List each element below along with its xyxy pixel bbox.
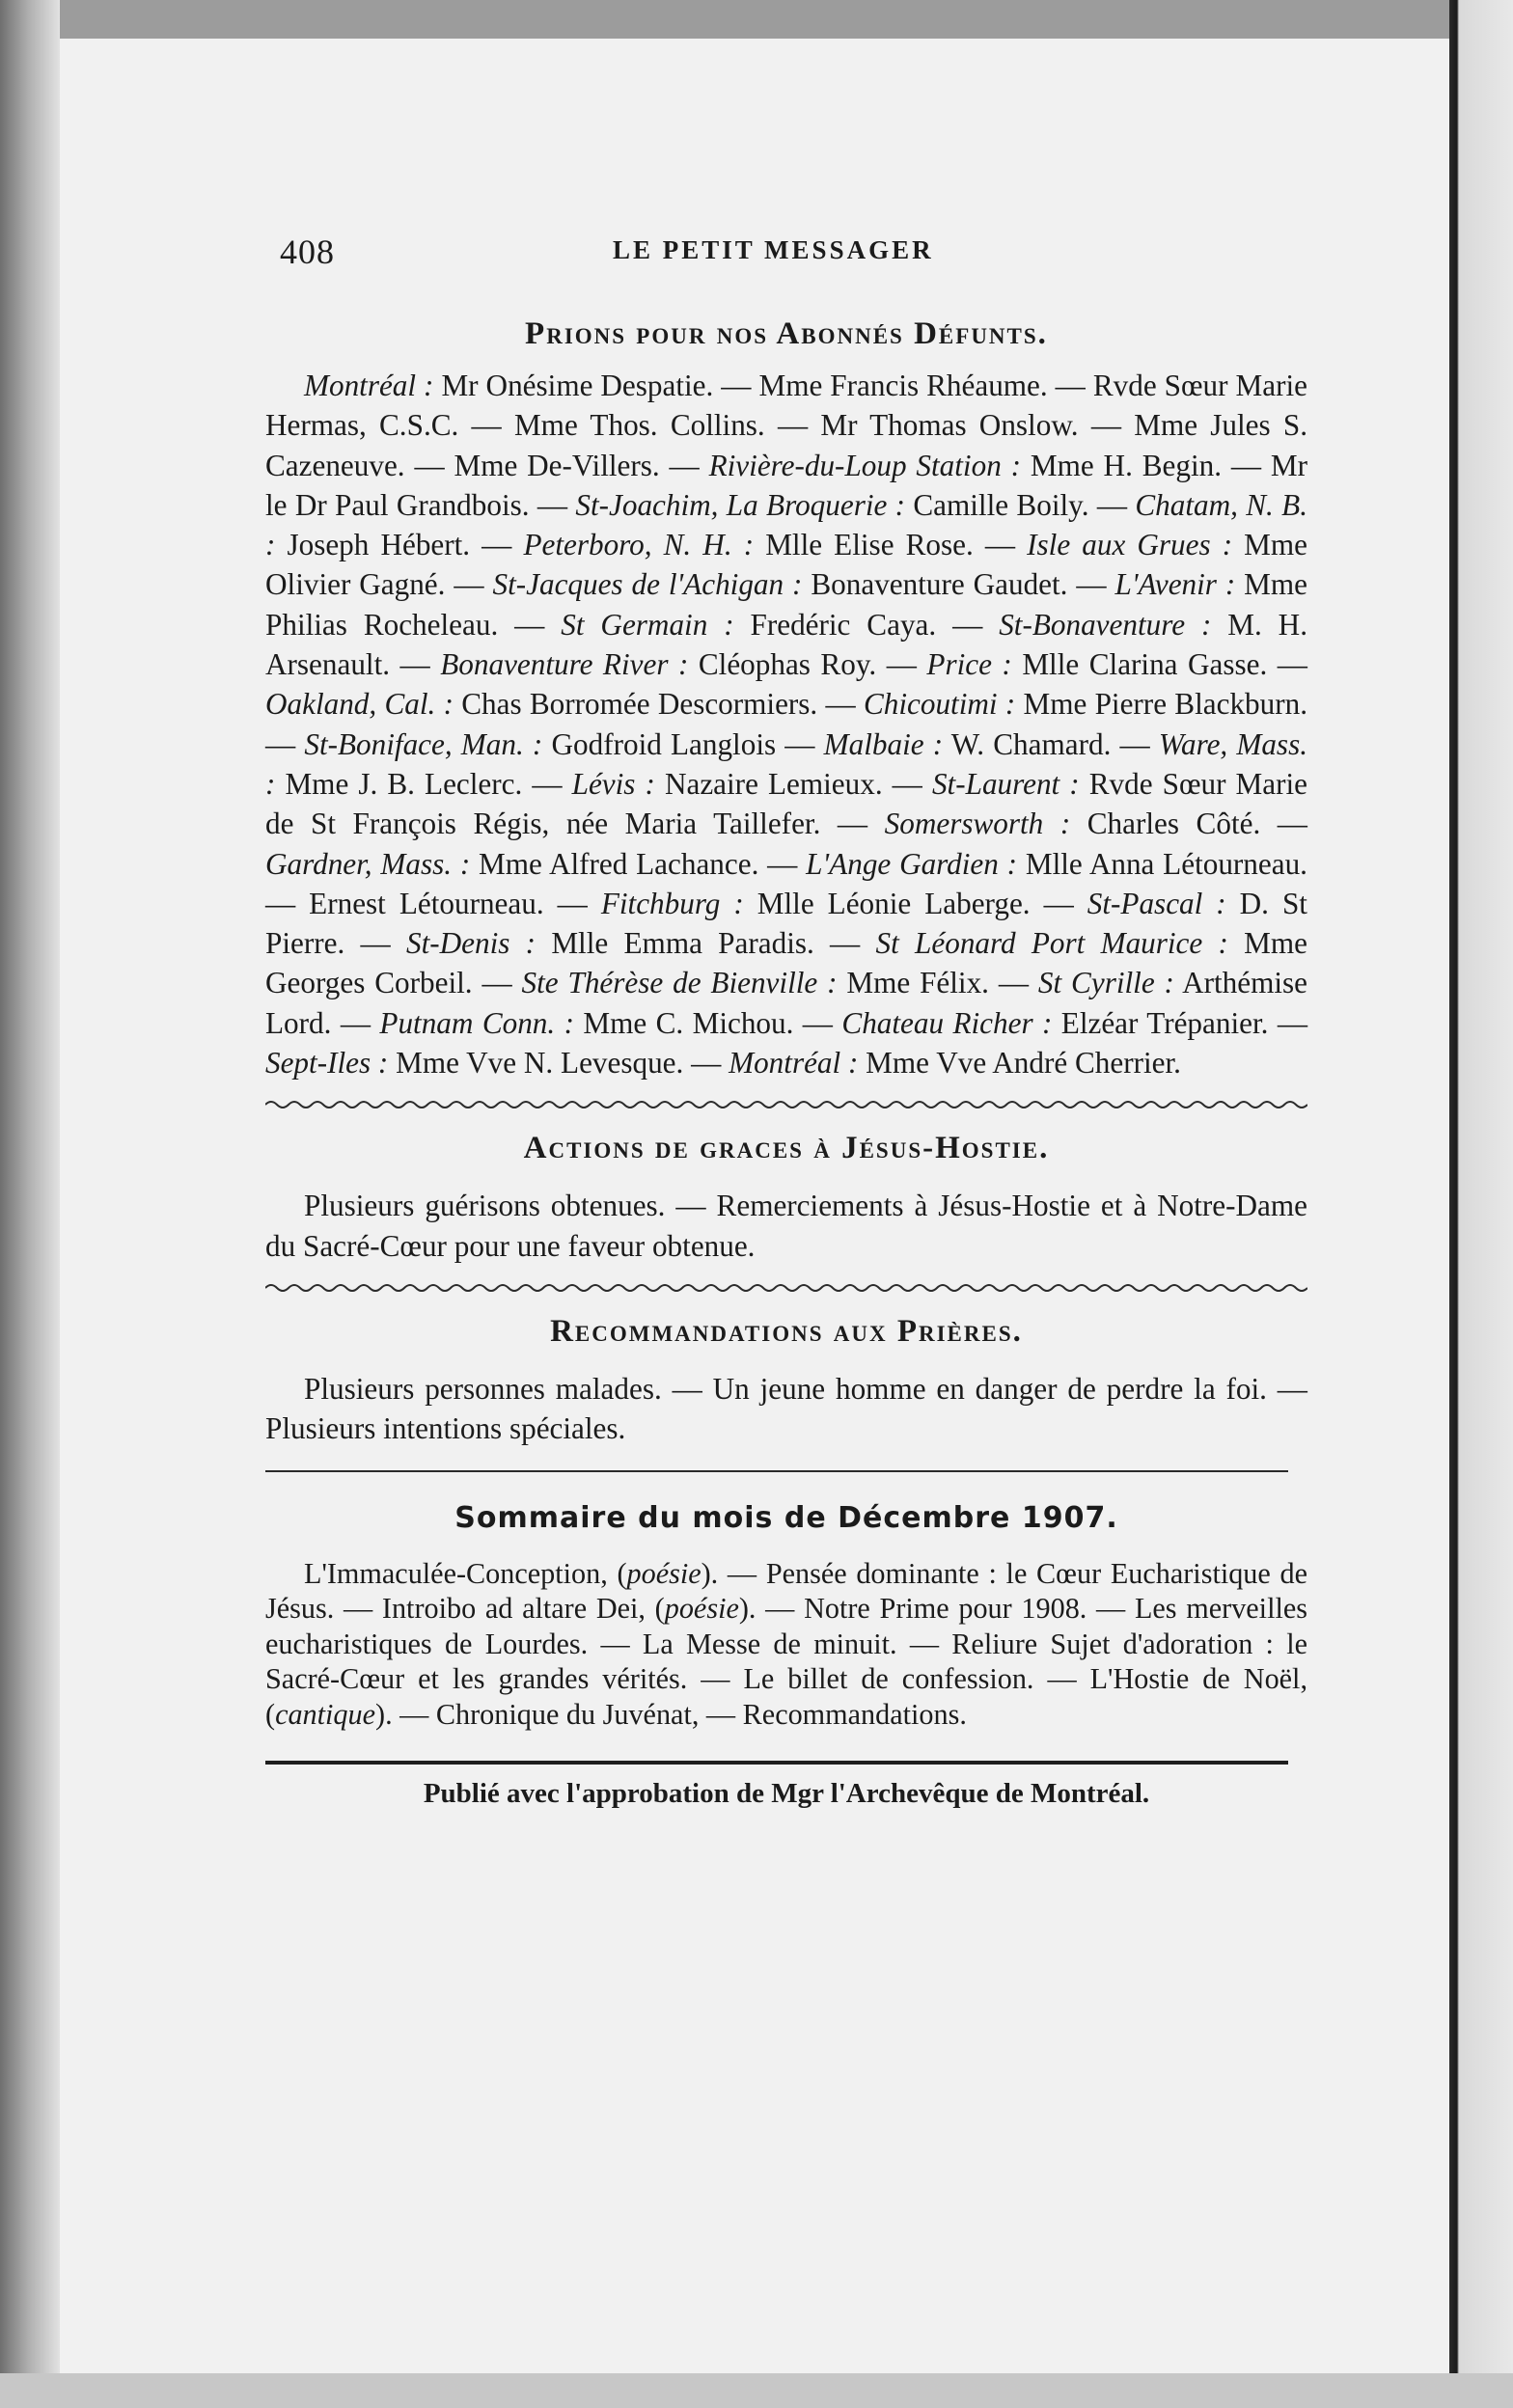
running-title: LE PETIT MESSAGER [613,235,934,264]
italic-place-name: L'Ange Gardien : [806,846,1018,881]
italic-place-name: St-Jacques de l'Achigan : [492,567,803,602]
text-run: Godfroid Langlois — [542,726,824,761]
text-run: Mlle Elise Rose. — [754,528,1028,562]
facing-page-edge [1449,0,1513,2408]
italic-place-name: poésie [626,1556,701,1590]
italic-place-name: L'Avenir : [1114,567,1236,602]
italic-place-name: Ware, Mass. : [265,726,1308,801]
italic-place-name: Montréal : [729,1046,859,1081]
text-run: Chas Borromée Descormiers. — [453,687,864,722]
italic-place-name: Sept-Iles : [265,1046,389,1081]
text-run: Fredéric Caya. — [733,607,1000,642]
italic-place-name: Somersworth : [884,807,1071,841]
text-run: L'Immaculée-Conception, ( [304,1556,627,1590]
text-run: Rvde Sœur Marie de St François Régis, née Maria Taillefer. — [265,766,1308,841]
running-head [265,222,1307,280]
deceased-subscribers-list [265,366,1307,1082]
wavy-divider [265,1281,1307,1295]
text-run: Charles Côté. — [1070,807,1307,841]
page-content [265,222,1307,1810]
italic-place-name: St-Bonaventure : [999,607,1212,642]
text-run: Mme Vve N. Levesque. — [388,1046,729,1081]
text-run: Mme Pierre Blackburn. — [265,687,1308,761]
approval-note: Publié avec l'approbation de Mgr l'Archevêque de Montréal. [423,1778,1150,1810]
italic-place-name: Oakland, Cal. : [265,687,454,722]
italic-place-name: St Léonard Port Maurice : [875,926,1228,961]
text-run: Cléophas Roy. — [688,647,927,682]
italic-place-name: Putnam Conn. : [379,1005,574,1040]
italic-place-name: Ste Thérèse de Bienville : [521,966,838,1000]
text-run: Mme Vve André Cherrier. [858,1046,1181,1081]
italic-place-name: Chicoutimi : [863,687,1016,722]
italic-place-name: St-Laurent : [931,766,1080,801]
italic-place-name: cantique [275,1697,376,1731]
horizontal-rule-thick [265,1761,1288,1765]
text-run: M. H. Arsenault. — [265,607,1308,682]
text-run: Mme Alfred Lachance. — [470,846,807,881]
text-run: W. Chamard. — [943,726,1159,761]
text-run: Mme Philias Rocheleau. — [265,567,1308,642]
italic-place-name: St-Joachim, La Broquerie : [575,487,906,522]
text-run: Mlle Léonie Laberge. — [743,886,1087,920]
page-number: 408 [280,233,335,271]
italic-place-name: Isle aux Grues : [1027,528,1233,562]
italic-place-name: Chatam, N. B. : [265,487,1307,562]
text-run: Bonaventure Gaudet. — [802,567,1115,602]
italic-place-name: Chateau Richer : [841,1005,1053,1040]
text-run: ). — Notre Prime pour 1908. — Les merveilles eucharistiques de Lourdes. — La Messe de minuit. — Reliure Sujet d'adoration : le Sacré-Cœur et les grandes vérités. — Le billet de confession. — L'Hostie de Noël, ( [265,1592,1307,1731]
text-run: Mlle Emma Paradis. — [536,926,876,961]
section-title-deceased-subscribers: Prions pour nos Abonnés Défunts. [525,316,1048,351]
book-spine-shadow [0,0,60,2408]
italic-place-name: Rivière-du-Loup Station : [708,448,1022,482]
italic-place-name: Fitchburg : [600,886,744,920]
italic-place-name: Bonaventure River : [440,647,689,682]
wavy-divider [265,1098,1307,1111]
italic-place-name: Peterboro, N. H. : [523,528,755,562]
text-run: Camille Boily. — [905,487,1136,522]
text-run: Mme H. Begin. — Mr le Dr Paul Grandbois. — [265,448,1307,522]
text-run: Mr Onésime Despatie. — Mme Francis Rhéaume. — Rvde Sœur Marie Hermas, C.S.C. — Mme Thos. Collins. — Mr Thomas Onslow. — Mme Jules S. Cazeneuve. — Mme De-Villers. — [265,369,1307,482]
section-title-thanksgiving: Actions de graces à Jésus-Hostie. [523,1131,1050,1166]
text-run: Elzéar Trépanier. — [1052,1005,1308,1040]
text-run: Joseph Hébert. — [275,528,524,562]
text-run: Arthémise Lord. — [265,966,1308,1040]
text-run: Mme Georges Corbeil. — [265,926,1308,1000]
italic-place-name: St-Boniface, Man. : [304,726,543,761]
italic-place-name: St-Denis : [406,926,536,961]
italic-place-name: St Cyrille : [1037,966,1174,1000]
prayer-recommendations-text: Plusieurs personnes malades. — Un jeune homme en danger de perdre la foi. — Plusieurs intentions spéciales. [265,1371,1307,1446]
text-run: Nazaire Lemieux. — [654,766,932,801]
text-run: D. St Pierre. — [265,886,1307,961]
italic-place-name: Montréal : [304,369,434,402]
italic-place-name: poésie [664,1592,739,1626]
italic-place-name: Gardner, Mass. : [265,846,471,881]
scan-bottom-margin [0,2373,1513,2408]
italic-place-name: Malbaie : [823,726,944,761]
text-run: Mme C. Michou. — [573,1005,842,1040]
text-run: ). — Chronique du Juvénat, — Recommandations. [375,1697,967,1731]
italic-place-name: Lévis : [571,766,655,801]
horizontal-rule [265,1470,1288,1472]
section-title-monthly-summary: Sommaire du mois de Décembre 1907. [454,1500,1118,1535]
text-run: Mme Félix. — [837,966,1038,1000]
text-run: Mlle Anna Létourneau. — Ernest Létourneau. — [265,846,1307,920]
italic-place-name: St-Pascal : [1087,886,1226,920]
text-run: ). — Pensée dominante : le Cœur Eucharistique de Jésus. — Introibo ad altare Dei, ( [265,1556,1307,1626]
text-run: Mme Olivier Gagné. — [265,528,1308,602]
section-title-prayer-recommendations: Recommandations aux Prières. [550,1313,1023,1349]
monthly-summary-text [265,1556,1307,1733]
italic-place-name: Price : [926,647,1012,682]
text-run: Mme J. B. Leclerc. — [275,766,572,801]
italic-place-name: St Germain : [561,607,734,642]
thanksgiving-text: Plusieurs guérisons obtenues. — Remerciements à Jésus-Hostie et à Notre-Dame du Sacré-Cœur pour une faveur obtenue. [265,1189,1307,1263]
text-run: Mlle Clarina Gasse. — [1011,647,1307,682]
